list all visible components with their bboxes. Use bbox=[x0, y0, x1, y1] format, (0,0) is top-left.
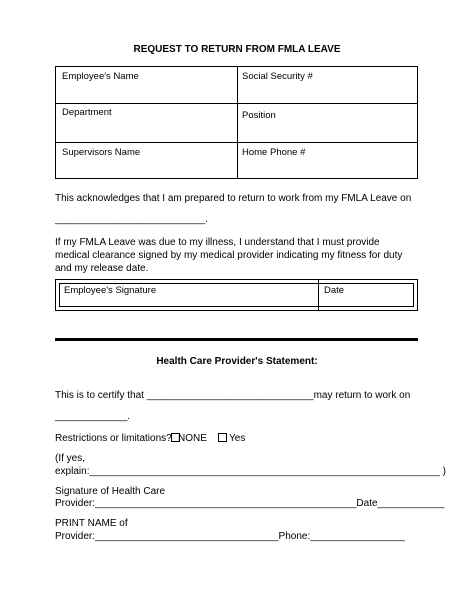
form-title: REQUEST TO RETURN FROM FMLA LEAVE bbox=[133, 44, 341, 55]
provider-signature-label: Signature of Health Care bbox=[55, 486, 166, 497]
restrictions-line bbox=[55, 432, 172, 445]
print-name-label: PRINT NAME of bbox=[55, 518, 128, 529]
restrictions-label: Restrictions or limitations? bbox=[55, 433, 172, 444]
table-divider-row1 bbox=[56, 103, 417, 104]
certify-name-blank: ______________________________ bbox=[146, 390, 314, 401]
signature-divider bbox=[318, 280, 319, 310]
ssn-label: Social Security # bbox=[242, 71, 313, 82]
employee-name-label: Employee's Name bbox=[62, 71, 139, 82]
return-date-blank: ___________________________. bbox=[55, 214, 208, 225]
employee-signature-label: Employee's Signature bbox=[64, 285, 157, 296]
if-yes-label: (If yes, bbox=[55, 453, 86, 464]
department-label: Department bbox=[62, 107, 112, 118]
home-phone-label: Home Phone # bbox=[242, 147, 306, 158]
explain-field[interactable]: explain:_______________________________________________________________ ) bbox=[55, 466, 446, 477]
provider-statement-title: Health Care Provider's Statement: bbox=[156, 356, 318, 367]
date-label: Date bbox=[324, 285, 345, 296]
certify-prefix: This is to certify that bbox=[55, 390, 144, 401]
print-name-field[interactable]: Provider:_________________________________Phone:_________________ bbox=[55, 531, 405, 542]
none-label: NONE bbox=[178, 433, 207, 444]
certify-line bbox=[55, 389, 410, 402]
certify-suffix: may return to work on bbox=[313, 390, 411, 401]
illness-note: If my FMLA Leave was due to my illness, I understand that I must provide medical clearance signed by my medical provider indicating my fitness for duty and my release date. bbox=[55, 237, 403, 274]
table-divider-row2 bbox=[56, 142, 417, 143]
yes-checkbox[interactable] bbox=[218, 433, 227, 442]
table-divider-vertical bbox=[237, 67, 238, 178]
employee-signature-table bbox=[55, 279, 418, 311]
yes-label: Yes bbox=[229, 433, 246, 444]
certify-date-blank: _____________. bbox=[55, 411, 131, 422]
supervisor-label: Supervisors Name bbox=[62, 147, 141, 158]
position-label: Position bbox=[242, 110, 276, 121]
acknowledge-text: This acknowledges that I am prepared to return to work from my FMLA Leave on bbox=[55, 193, 412, 204]
provider-signature-field[interactable]: Provider:_______________________________________________Date____________ bbox=[55, 498, 445, 509]
section-divider bbox=[55, 338, 418, 341]
employee-info-table bbox=[55, 66, 418, 179]
